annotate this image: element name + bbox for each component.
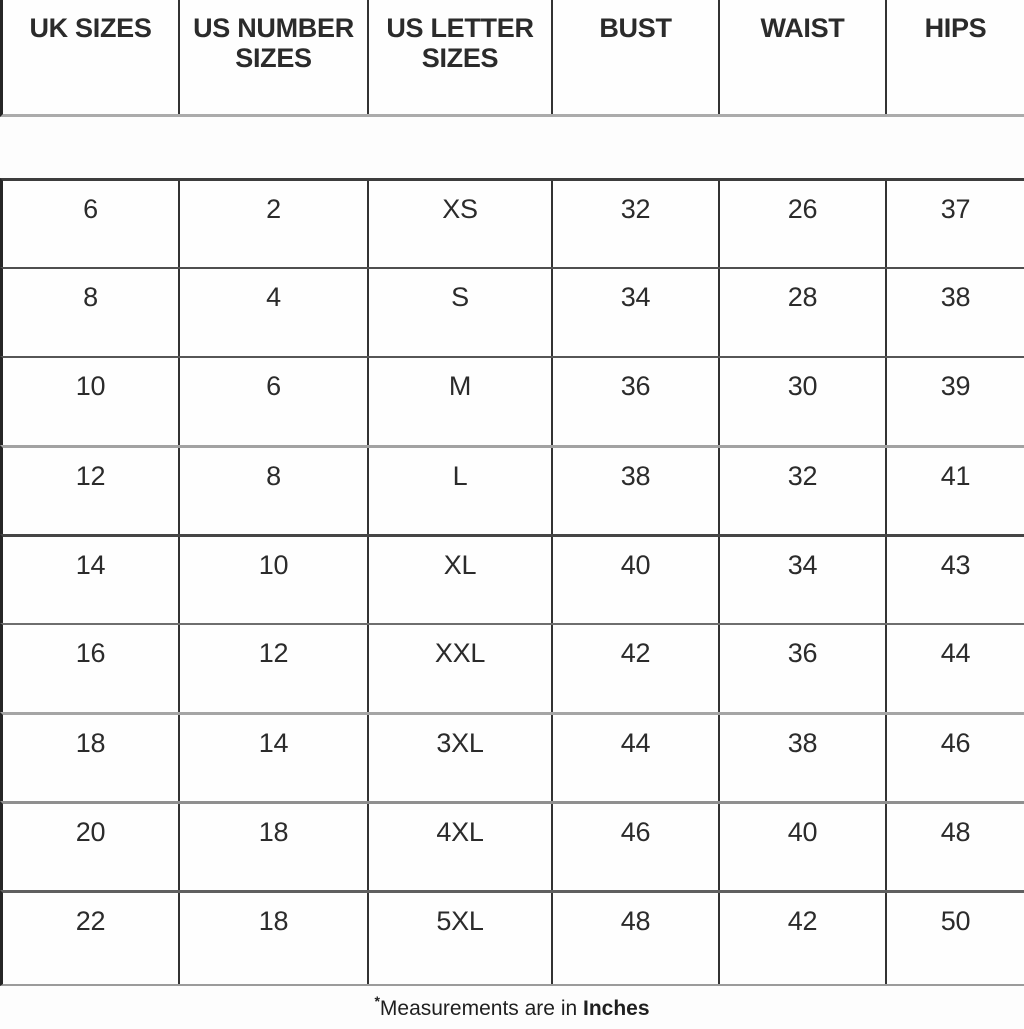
- table-cell: 8: [3, 269, 180, 356]
- table-row: [0, 178, 1024, 267]
- table-cell: 6: [180, 358, 369, 445]
- table-cell: 48: [940, 817, 971, 847]
- header-row: [0, 0, 1024, 117]
- footnote-text: Measurements are in: [379, 997, 583, 1020]
- table-cell: 37: [940, 194, 971, 224]
- table-cell: 40: [720, 804, 887, 890]
- table-row: [0, 801, 1024, 890]
- table-cell: 18: [180, 804, 369, 890]
- column-header-bust: BUST: [553, 0, 720, 114]
- table-cell: XL: [369, 537, 553, 623]
- header-spacer-band: [0, 117, 1024, 178]
- footnote-asterisk: *: [374, 993, 380, 1009]
- table-cell: 34: [553, 269, 720, 356]
- column-header-us-letter-sizes: US LETTER SIZES: [369, 0, 553, 114]
- table-cell: 16: [3, 625, 180, 712]
- column-header-uk-sizes: UK SIZES: [3, 0, 180, 114]
- table-cell: 8: [180, 448, 369, 534]
- table-cell: 34: [720, 537, 887, 623]
- table-cell: 38: [940, 282, 971, 312]
- table-cell: 3XL: [369, 715, 553, 801]
- table-cell: 28: [720, 269, 887, 356]
- table-cell: 6: [3, 181, 180, 267]
- table-row: [0, 712, 1024, 801]
- table-cell: 4XL: [369, 804, 553, 890]
- table-cell: 44: [940, 638, 971, 668]
- column-header-waist: WAIST: [720, 0, 887, 114]
- column-header-us-number-sizes: US NUMBER SIZES: [180, 0, 369, 114]
- table-cell: 48: [553, 893, 720, 984]
- table-cell: 26: [720, 181, 887, 267]
- table-cell: 12: [180, 625, 369, 712]
- table-cell: 10: [3, 358, 180, 445]
- column-header-hips: HIPS: [924, 13, 987, 43]
- table-cell: 46: [940, 728, 971, 758]
- table-cell: 38: [553, 448, 720, 534]
- table-cell: L: [369, 448, 553, 534]
- table-cell: M: [369, 358, 553, 445]
- table-row: [0, 445, 1024, 534]
- table-cell: 18: [3, 715, 180, 801]
- table-cell: 2: [180, 181, 369, 267]
- table-cell: 42: [720, 893, 887, 984]
- table-cell: 36: [720, 625, 887, 712]
- table-cell: 22: [3, 893, 180, 984]
- table-cell: 36: [553, 358, 720, 445]
- table-cell: 14: [3, 537, 180, 623]
- table-cell: 46: [553, 804, 720, 890]
- table-cell: 39: [940, 371, 971, 401]
- table-cell: 32: [720, 448, 887, 534]
- table-cell: 41: [940, 461, 971, 491]
- table-row: [0, 267, 1024, 356]
- table-row: [0, 534, 1024, 623]
- table-cell: 40: [553, 537, 720, 623]
- table-cell: 14: [180, 715, 369, 801]
- table-cell: 32: [553, 181, 720, 267]
- table-row: [0, 890, 1024, 986]
- table-cell: XS: [369, 181, 553, 267]
- table-cell: 10: [180, 537, 369, 623]
- table-cell: 5XL: [369, 893, 553, 984]
- table-cell: S: [369, 269, 553, 356]
- table-cell: 18: [180, 893, 369, 984]
- table-cell: 12: [3, 448, 180, 534]
- table-cell: 44: [553, 715, 720, 801]
- table-row: [0, 623, 1024, 712]
- table-cell: 42: [553, 625, 720, 712]
- table-body: [0, 178, 1024, 986]
- table-cell: 38: [720, 715, 887, 801]
- table-cell: XXL: [369, 625, 553, 712]
- table-cell: 4: [180, 269, 369, 356]
- table-cell: 20: [3, 804, 180, 890]
- footnote: [0, 986, 1024, 1029]
- table-cell: 43: [940, 550, 971, 580]
- table-row: [0, 356, 1024, 445]
- table-cell: 30: [720, 358, 887, 445]
- table-cell: 50: [940, 906, 971, 936]
- footnote-unit: Inches: [583, 997, 650, 1020]
